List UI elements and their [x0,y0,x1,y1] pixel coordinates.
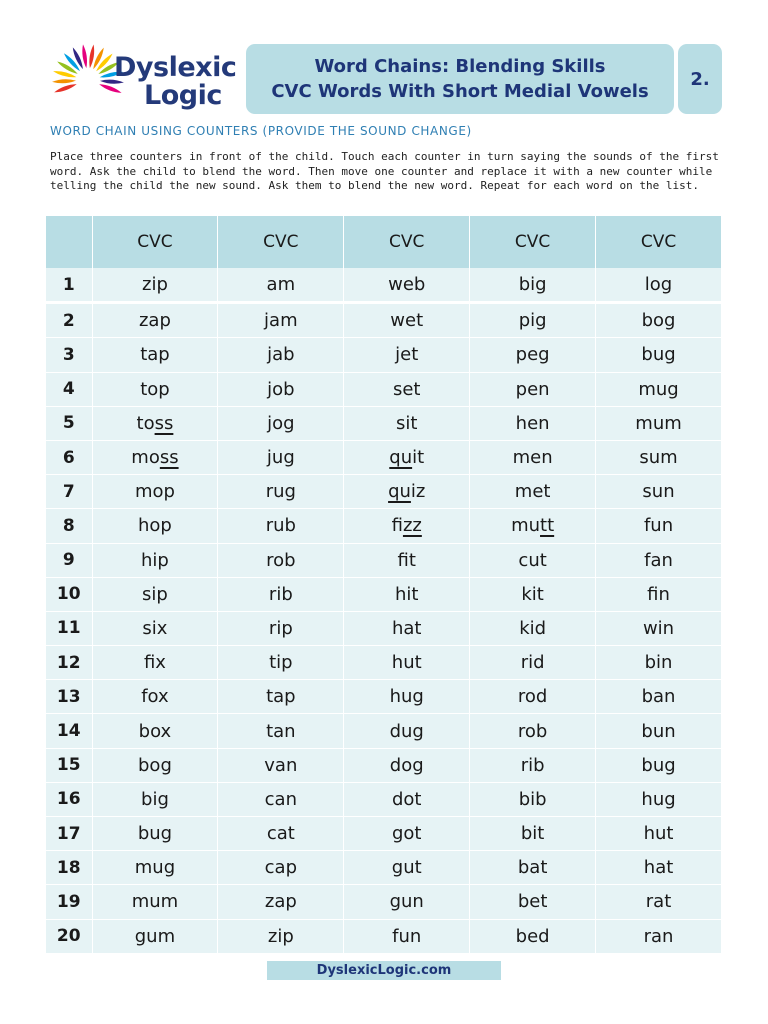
word-cell: fun [596,509,722,543]
word-cell: tap [92,338,218,372]
word-cell: fan [596,543,722,577]
feather-stroke [99,84,121,93]
header-cell-cvc: CVC [92,216,218,268]
word-cell: zip [92,268,218,303]
word-cell: tan [218,714,344,748]
table-row [46,475,722,509]
word-cell: gun [344,885,470,919]
word-cell: jab [218,338,344,372]
table-header-row [46,216,722,268]
word-cell: fit [344,543,470,577]
row-number: 14 [46,714,92,748]
word-cell: zap [218,885,344,919]
word-cell: bun [596,714,722,748]
word-cell: ran [596,919,722,953]
table-row [46,543,722,577]
word-cell: hug [344,680,470,714]
word-cell: sun [596,475,722,509]
underlined-grapheme: tt [540,515,555,537]
word-cell: bug [596,338,722,372]
word-cell: gum [92,919,218,953]
word-cell: quiz [344,475,470,509]
row-number: 13 [46,680,92,714]
table-row [46,782,722,816]
word-cell: bin [596,646,722,680]
row-number: 15 [46,748,92,782]
word-cell: bib [470,782,596,816]
word-cell: sip [92,577,218,611]
word-chain-table [46,216,722,954]
underlined-grapheme: zz [402,515,422,537]
word-cell: got [344,817,470,851]
feather-stroke [89,44,94,68]
word-cell: hit [344,577,470,611]
word-cell: mum [92,885,218,919]
word-cell: dug [344,714,470,748]
row-number: 11 [46,611,92,645]
logo-word-1: Dyslexic [114,52,237,83]
word-cell: pig [470,303,596,338]
word-cell: big [92,782,218,816]
word-cell: hut [344,646,470,680]
row-number: 6 [46,440,92,474]
underlined-grapheme: ss [159,447,179,469]
word-cell: jug [218,440,344,474]
row-number: 18 [46,851,92,885]
header-cell-cvc: CVC [470,216,596,268]
word-cell: kid [470,611,596,645]
word-cell: rug [218,475,344,509]
word-cell: can [218,782,344,816]
feather-stroke [54,84,77,92]
word-cell: hat [344,611,470,645]
instructions-text: Place three counters in front of the child. Touch each counter in turn saying the sounds of the first word. Ask the child to blend the word. Then move one counter and replace it with a new counter while telling the child the new sound. Ask them to blend the new word. Repeat for each word on the list. [50,150,719,192]
word-cell: bog [92,748,218,782]
row-number: 20 [46,919,92,953]
row-number: 1 [46,268,92,303]
word-cell: mop [92,475,218,509]
word-cell: cut [470,543,596,577]
word-cell: fix [92,646,218,680]
word-cell: van [218,748,344,782]
word-cell: rip [218,611,344,645]
row-number: 9 [46,543,92,577]
word-cell: rid [470,646,596,680]
word-cell: kit [470,577,596,611]
activity-heading: WORD CHAIN USING COUNTERS (PROVIDE THE SOUND CHANGE) [50,124,472,138]
dyslexic-logic-logo [48,40,248,118]
word-cell: bug [92,817,218,851]
table-row [46,303,722,338]
table-row [46,817,722,851]
row-number: 12 [46,646,92,680]
word-cell: cat [218,817,344,851]
word-cell: toss [92,406,218,440]
word-cell: mum [596,406,722,440]
word-cell: hop [92,509,218,543]
word-cell: hen [470,406,596,440]
feather-stroke [82,44,87,68]
table-row [46,714,722,748]
word-cell: job [218,372,344,406]
table-row [46,440,722,474]
title-banner [246,44,674,114]
word-cell: dog [344,748,470,782]
word-cell: wet [344,303,470,338]
page-number: 2. [678,44,722,114]
table-row [46,851,722,885]
word-cell: zip [218,919,344,953]
word-cell: bit [470,817,596,851]
word-cell: box [92,714,218,748]
underlined-grapheme: ss [154,412,174,434]
word-cell: sum [596,440,722,474]
word-cell: rib [218,577,344,611]
word-cell: moss [92,440,218,474]
word-cell: big [470,268,596,303]
header-cell-number [46,216,92,268]
word-cell: rat [596,885,722,919]
table-row [46,919,722,953]
header-cell-cvc: CVC [344,216,470,268]
table-row [46,748,722,782]
word-cell: fox [92,680,218,714]
word-cell: rib [470,748,596,782]
feather-center [78,70,98,90]
word-cell: hat [596,851,722,885]
table-row [46,338,722,372]
row-number: 7 [46,475,92,509]
word-cell: bed [470,919,596,953]
word-cell: jet [344,338,470,372]
row-number: 2 [46,303,92,338]
word-cell: mug [596,372,722,406]
word-cell: six [92,611,218,645]
table-row [46,646,722,680]
word-cell: men [470,440,596,474]
word-cell: tip [218,646,344,680]
word-cell: mug [92,851,218,885]
row-number: 19 [46,885,92,919]
table-row [46,680,722,714]
row-number: 3 [46,338,92,372]
word-cell: jam [218,303,344,338]
word-cell: bog [596,303,722,338]
page-title: Word Chains: Blending Skills [314,56,606,77]
word-cell: ban [596,680,722,714]
table-row [46,509,722,543]
table-row [46,611,722,645]
word-cell: rod [470,680,596,714]
word-cell: gut [344,851,470,885]
word-cell: hip [92,543,218,577]
row-number: 8 [46,509,92,543]
word-cell: fizz [344,509,470,543]
row-number: 5 [46,406,92,440]
word-cell: fin [596,577,722,611]
header-cell-cvc: CVC [596,216,722,268]
logo-word-2: Logic [144,80,222,111]
word-cell: log [596,268,722,303]
page-subtitle: CVC Words With Short Medial Vowels [271,81,649,102]
word-cell: rob [218,543,344,577]
row-number: 16 [46,782,92,816]
table-row [46,372,722,406]
underlined-grapheme: qu [388,481,411,503]
word-cell: hug [596,782,722,816]
word-cell: bat [470,851,596,885]
word-cell: cap [218,851,344,885]
word-cell: tap [218,680,344,714]
table-row [46,885,722,919]
word-cell: jog [218,406,344,440]
word-cell: set [344,372,470,406]
row-number: 17 [46,817,92,851]
word-cell: mutt [470,509,596,543]
word-cell: rub [218,509,344,543]
row-number: 4 [46,372,92,406]
word-cell: fun [344,919,470,953]
word-cell: am [218,268,344,303]
feather-stroke [52,79,76,83]
table-row [46,268,722,303]
header-cell-cvc: CVC [218,216,344,268]
word-cell: met [470,475,596,509]
word-cell: zap [92,303,218,338]
row-number: 10 [46,577,92,611]
table-row [46,406,722,440]
word-cell: bet [470,885,596,919]
word-cell: win [596,611,722,645]
word-cell: pen [470,372,596,406]
word-cell: hut [596,817,722,851]
underlined-grapheme: qu [389,447,413,469]
word-cell: peg [470,338,596,372]
word-cell: sit [344,406,470,440]
word-cell: dot [344,782,470,816]
word-cell: rob [470,714,596,748]
table-row [46,577,722,611]
word-cell: web [344,268,470,303]
word-cell: quit [344,440,470,474]
word-cell: bug [596,748,722,782]
word-cell: top [92,372,218,406]
footer-website: DyslexicLogic.com [267,961,501,980]
